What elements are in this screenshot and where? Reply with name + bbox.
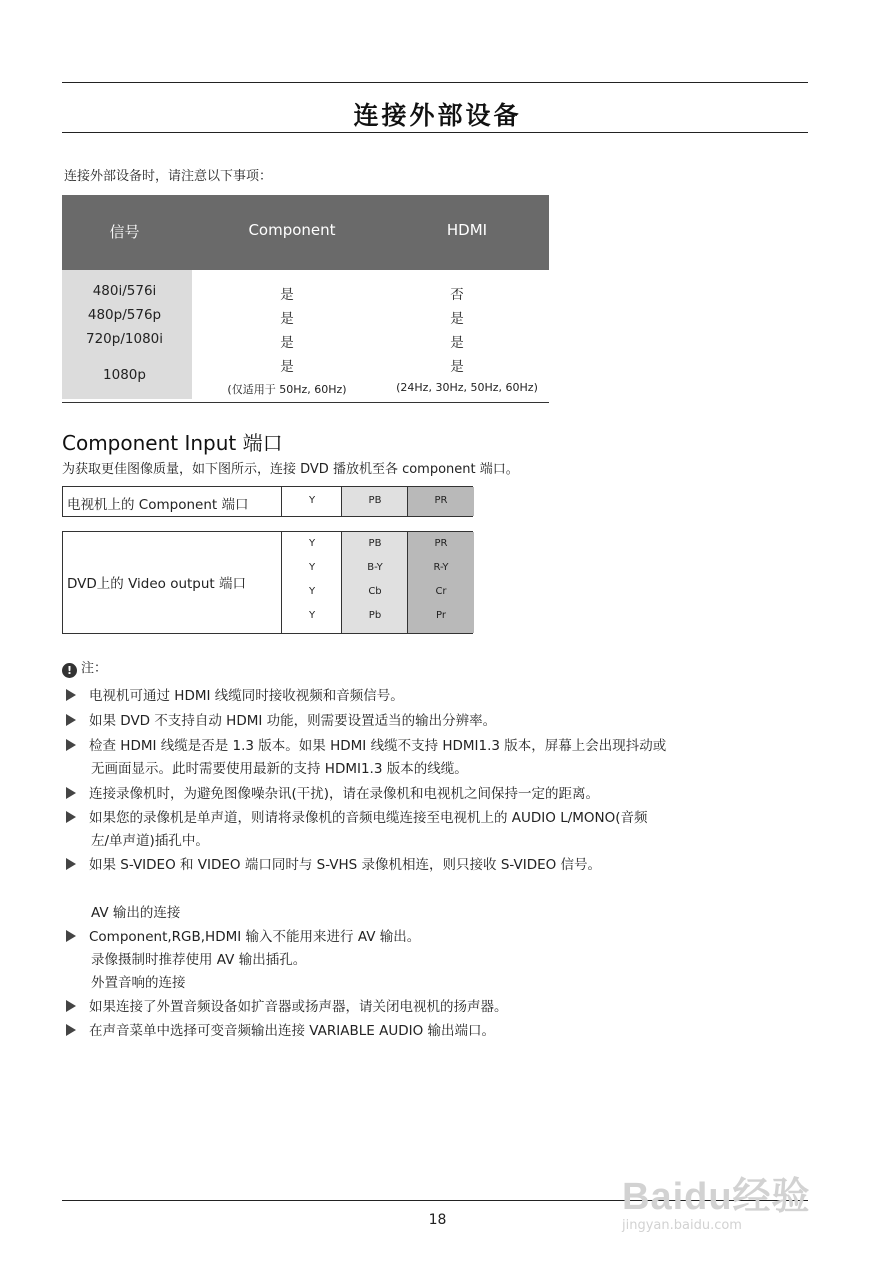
note-item: [66, 734, 666, 754]
dvd-ports-table: [62, 531, 473, 634]
signal-table-bottom-rule: [62, 402, 549, 403]
external-audio-heading: 外置音响的连接: [91, 975, 186, 991]
arrow-bullet-icon: [66, 930, 76, 942]
av-recommendation: 录像摄制时推荐使用 AV 输出插孔。: [91, 952, 307, 968]
component-note: (仅适用于 50Hz, 60Hz): [227, 383, 347, 396]
av-text: 如果连接了外置音频设备如扩音器或扬声器，请关闭电视机的扬声器。: [89, 999, 508, 1015]
arrow-bullet-icon: [66, 858, 76, 870]
arrow-bullet-icon: [66, 1024, 76, 1036]
row-signal: 480i/576i: [92, 283, 157, 299]
arrow-bullet-icon: [66, 787, 76, 799]
row-component: 是: [280, 311, 294, 327]
dvd-pb-value: B-Y: [367, 562, 383, 573]
dvd-pb-value: Cb: [368, 586, 382, 597]
header-hdmi: HDMI: [446, 221, 488, 239]
signal-table-header: [62, 195, 549, 270]
header-signal: 信号: [109, 223, 140, 241]
tv-pr-cell: [407, 487, 474, 516]
note-item: [66, 806, 648, 826]
dvd-y-value: Y: [308, 538, 316, 549]
component-heading: Component Input 端口: [62, 431, 283, 455]
row-component: 是: [280, 335, 294, 351]
hdmi-note: (24Hz, 30Hz, 50Hz, 60Hz): [396, 381, 538, 394]
dvd-y-value: Y: [308, 610, 316, 621]
dvd-pr-column: [407, 532, 474, 633]
tv-y-cell: [281, 487, 342, 516]
tv-ports-table: [62, 486, 473, 517]
dvd-pb-column: [341, 532, 408, 633]
row-hdmi: 否: [450, 287, 464, 303]
header-top-rule: [62, 82, 808, 83]
note-item: [66, 709, 496, 729]
exclamation-icon: !: [62, 663, 77, 678]
note-text: 如果 S-VIDEO 和 VIDEO 端口同时与 S-VHS 录像机相连，则只接收 S-VIDEO 信号。: [89, 857, 602, 873]
dvd-pr-value: Pr: [436, 610, 446, 621]
tv-y-value: Y: [308, 495, 316, 506]
av-item: [66, 995, 508, 1015]
watermark-url: jingyan.baidu.com: [622, 1218, 742, 1233]
header-component: Component: [248, 221, 336, 239]
dvd-pr-value: Cr: [435, 586, 447, 597]
component-subtitle: 为获取更佳图像质量，如下图所示，连接 DVD 播放机至各 component 端口。: [62, 462, 519, 477]
av-item: [66, 925, 420, 945]
tv-ports-label: 电视机上的 Component 端口: [67, 497, 249, 513]
note-text: 电视机可通过 HDMI 线缆同时接收视频和音频信号。: [89, 688, 404, 704]
watermark-brand: Baidu经验: [622, 1176, 811, 1218]
dvd-y-value: Y: [308, 562, 316, 573]
dvd-pr-value: PR: [434, 538, 448, 549]
arrow-bullet-icon: [66, 714, 76, 726]
note-item: [66, 853, 601, 873]
arrow-bullet-icon: [66, 689, 76, 701]
notes-heading: [62, 657, 107, 678]
row-hdmi: 是: [450, 311, 464, 327]
tv-pb-cell: [341, 487, 408, 516]
row-component: 是: [280, 287, 294, 303]
note-item: [66, 684, 404, 704]
row-component: 是: [280, 359, 294, 375]
notes-heading-text: 注：: [81, 661, 108, 676]
note-text: 如果您的录像机是单声道，则请将录像机的音频电缆连接至电视机上的 AUDIO L/MONO(音频: [89, 810, 648, 826]
dvd-pb-value: PB: [368, 538, 382, 549]
dvd-ports-label: DVD上的 Video output 端口: [67, 576, 247, 592]
watermark: [622, 1165, 811, 1233]
tv-pr-value: PR: [434, 495, 448, 506]
dvd-y-column: [281, 532, 342, 633]
row-signal: 480p/576p: [87, 307, 162, 323]
signal-table: [62, 195, 549, 405]
page-title: 连接外部设备: [353, 101, 522, 130]
av-text: 在声音菜单中选择可变音频输出连接 VARIABLE AUDIO 输出端口。: [89, 1023, 496, 1039]
row-signal: 1080p: [103, 367, 146, 383]
av-text: Component,RGB,HDMI 输入不能用来进行 AV 输出。: [89, 929, 421, 945]
page-number: 18: [428, 1212, 447, 1228]
note-continuation: 左/单声道)插孔中。: [91, 833, 209, 849]
dvd-pb-value: Pb: [368, 610, 382, 621]
tv-pb-value: PB: [368, 495, 382, 506]
dvd-pr-value: R-Y: [433, 562, 449, 573]
row-hdmi: 是: [450, 335, 464, 351]
av-item: [66, 1019, 495, 1039]
note-text: 连接录像机时，为避免图像噪杂讯(干扰)，请在录像机和电视机之间保持一定的距离。: [89, 786, 600, 802]
row-signal: 720p/1080i: [86, 331, 163, 347]
note-text: 如果 DVD 不支持自动 HDMI 功能，则需要设置适当的输出分辨率。: [89, 713, 497, 729]
arrow-bullet-icon: [66, 739, 76, 751]
intro-text: 连接外部设备时，请注意以下事项：: [64, 169, 273, 184]
arrow-bullet-icon: [66, 1000, 76, 1012]
note-item: [66, 782, 599, 802]
row-hdmi: 是: [450, 359, 464, 375]
av-heading: AV 输出的连接: [91, 905, 181, 921]
dvd-y-value: Y: [308, 586, 316, 597]
note-text: 检查 HDMI 线缆是否是 1.3 版本。如果 HDMI 线缆不支持 HDMI1.3 版本，屏幕上会出现抖动或: [89, 738, 667, 754]
arrow-bullet-icon: [66, 811, 76, 823]
note-continuation: 无画面显示。此时需要使用最新的支持 HDMI1.3 版本的线缆。: [91, 761, 468, 777]
header-bottom-rule: [62, 132, 808, 133]
